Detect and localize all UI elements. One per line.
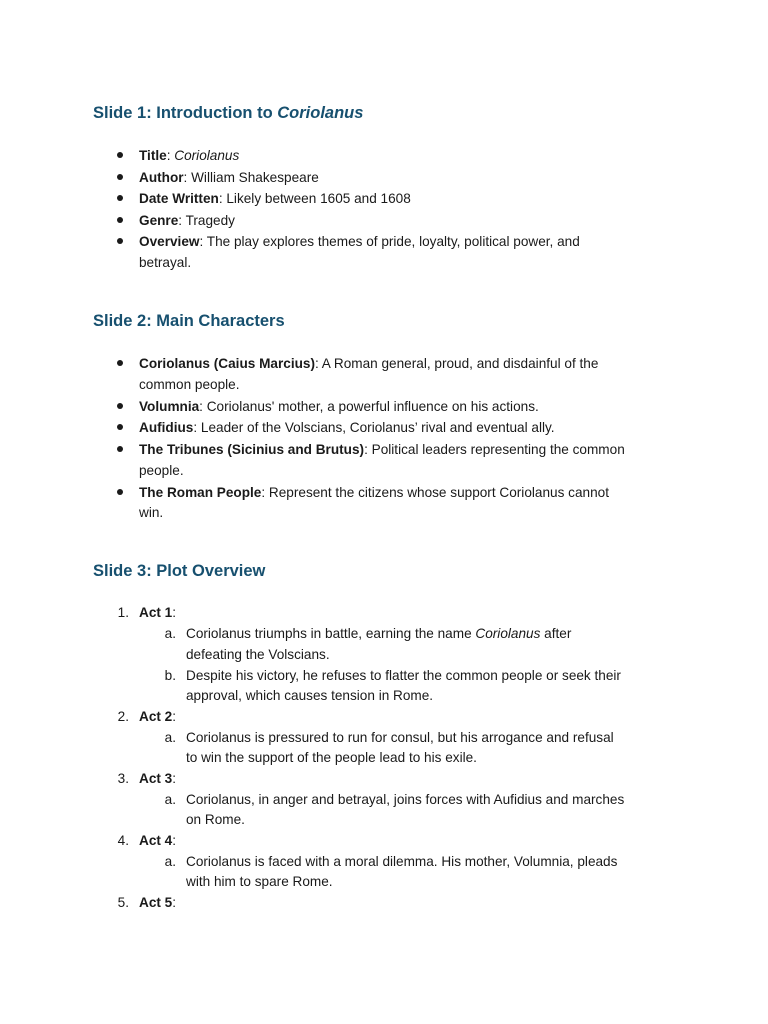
slide1-item-genre: Genre: Tragedy: [139, 213, 235, 228]
bullet: [117, 403, 123, 409]
slide2-item-aufidius: Aufidius: Leader of the Volscians, Coriolanus’ rival and eventual ally.: [139, 420, 555, 435]
act-number: 2.: [117, 709, 129, 724]
slide2-item-tribunes: The Tribunes (Sicinius and Brutus): Political leaders representing the common: [139, 442, 625, 457]
slide1-item-overview-cont: betrayal.: [139, 255, 192, 270]
act1-sub-a-line1: Coriolanus triumphs in battle, earning the name Coriolanus after: [186, 626, 572, 641]
bullet: [117, 217, 123, 223]
bullet: [117, 446, 123, 452]
act4-sub-a-line2: with him to spare Rome.: [186, 874, 333, 889]
act-number: 3.: [117, 771, 129, 786]
bullet: [117, 424, 123, 430]
slide2-heading: Slide 2: Main Characters: [93, 312, 285, 330]
act-number: 1.: [117, 605, 129, 620]
slide1-item-date: Date Written: Likely between 1605 and 1608: [139, 191, 411, 206]
act5-label: Act 5:: [139, 895, 177, 910]
act3-sub-a-line1: Coriolanus, in anger and betrayal, joins forces with Aufidius and marches: [186, 792, 625, 807]
act4-sub-a-line1: Coriolanus is faced with a moral dilemma. His mother, Volumnia, pleads: [186, 854, 618, 869]
act1-sub-a-line2: defeating the Volscians.: [186, 647, 330, 662]
bullet: [117, 360, 123, 366]
slide2-item-coriolanus-cont: common people.: [139, 377, 240, 392]
slide1-item-author: Author: William Shakespeare: [139, 170, 319, 185]
slide1-item-title: Title: Coriolanus: [139, 148, 240, 163]
slide2-item-roman-people: The Roman People: Represent the citizens whose support Coriolanus cannot: [139, 485, 609, 500]
bullet: [117, 152, 123, 158]
slide2-item-tribunes-cont: people.: [139, 463, 184, 478]
sub-letter: a.: [164, 792, 176, 807]
act3-sub-a-line2: on Rome.: [186, 812, 245, 827]
act2-sub-a-line2: to win the support of the people lead to his exile.: [186, 750, 477, 765]
act3-label: Act 3:: [139, 771, 177, 786]
bullet: [117, 174, 123, 180]
slide2-item-volumnia: Volumnia: Coriolanus' mother, a powerful influence on his actions.: [139, 399, 539, 414]
act1-label: Act 1:: [139, 605, 177, 620]
sub-letter: a.: [164, 626, 176, 641]
sub-letter: a.: [164, 854, 176, 869]
slide3-heading: Slide 3: Plot Overview: [93, 562, 266, 580]
slide2-item-roman-people-cont: win.: [139, 505, 164, 520]
slide1-item-overview: Overview: The play explores themes of pride, loyalty, political power, and: [139, 234, 580, 249]
bullet: [117, 195, 123, 201]
act2-sub-a-line1: Coriolanus is pressured to run for consul, but his arrogance and refusal: [186, 730, 614, 745]
sub-letter: b.: [164, 668, 176, 683]
bullet: [117, 489, 123, 495]
slide1-heading: Slide 1: Introduction to Coriolanus: [93, 104, 364, 122]
act-number: 5.: [117, 895, 129, 910]
act4-label: Act 4:: [139, 833, 177, 848]
sub-letter: a.: [164, 730, 176, 745]
act1-sub-b-line1: Despite his victory, he refuses to flatter the common people or seek their: [186, 668, 621, 683]
slide2-item-coriolanus: Coriolanus (Caius Marcius): A Roman general, proud, and disdainful of the: [139, 356, 599, 371]
act1-sub-b-line2: approval, which causes tension in Rome.: [186, 688, 434, 703]
act2-label: Act 2:: [139, 709, 177, 724]
bullet: [117, 238, 123, 244]
act-number: 4.: [117, 833, 129, 848]
